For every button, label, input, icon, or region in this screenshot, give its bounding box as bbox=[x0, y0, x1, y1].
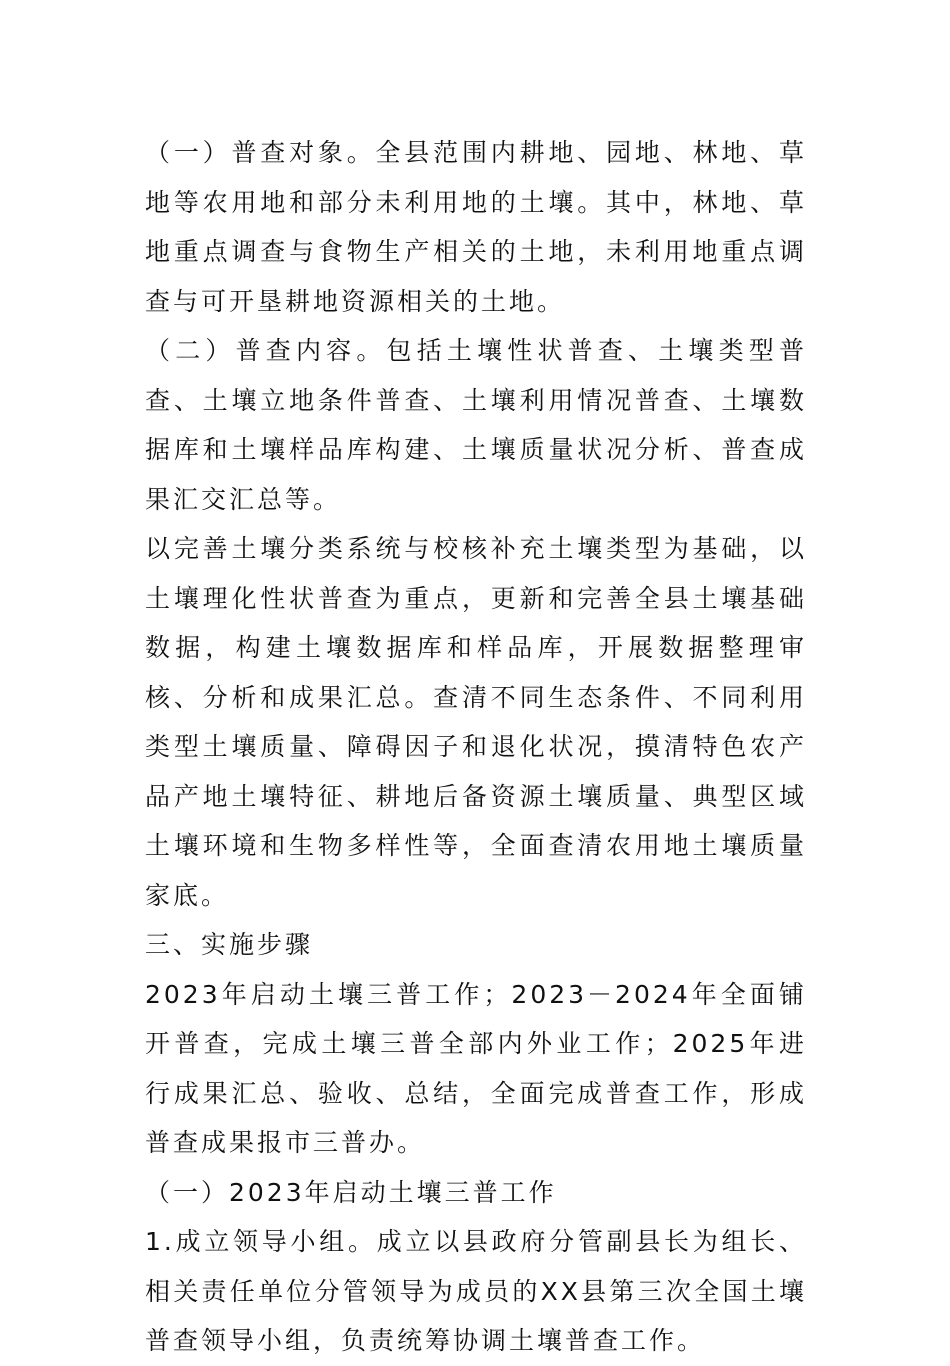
paragraph-leadership-group: 1.成立领导小组。成立以县政府分管副县长为组长、相关责任单位分管领导为成员的XX县第三次全国土壤普查领导小组，负责统筹协调土壤普查工作。 bbox=[145, 1227, 807, 1355]
subheading-2023-launch: （一）2023年启动土壤三普工作 bbox=[145, 1177, 557, 1207]
paragraph-survey-content: （二）普查内容。包括土壤性状普查、土壤类型普查、土壤立地条件普查、土壤利用情况普查、土壤数据库和土壤样品库构建、土壤质量状况分析、普查成果汇交汇总等。 bbox=[145, 336, 807, 514]
paragraph-timeline: 2023年启动土壤三普工作；2023－2024年全面铺开普查，完成土壤三普全部内外业工作；2025年进行成果汇总、验收、总结，全面完成普查工作，形成普查成果报市三普办。 bbox=[145, 979, 807, 1157]
paragraph-survey-object: （一）普查对象。全县范围内耕地、园地、林地、草地等农用地和部分未利用地的土壤。其中，林地、草地重点调查与食物生产相关的土地，未利用地重点调查与可开垦耕地资源相关的土地。 bbox=[145, 138, 807, 316]
section-heading-implementation-steps: 三、实施步骤 bbox=[145, 930, 314, 959]
document-body bbox=[145, 128, 807, 1366]
paragraph-survey-goals: 以完善土壤分类系统与校核补充土壤类型为基础，以土壤理化性状普查为重点，更新和完善全县土壤基础数据，构建土壤数据库和样品库，开展数据整理审核、分析和成果汇总。查清不同生态条件、不同利用类型土壤质量、障碍因子和退化状况，摸清特色农产品产地土壤特征、耕地后备资源土壤质量、典型区域土壤环境和生物多样性等，全面查清农用地土壤质量家底。 bbox=[145, 534, 807, 910]
